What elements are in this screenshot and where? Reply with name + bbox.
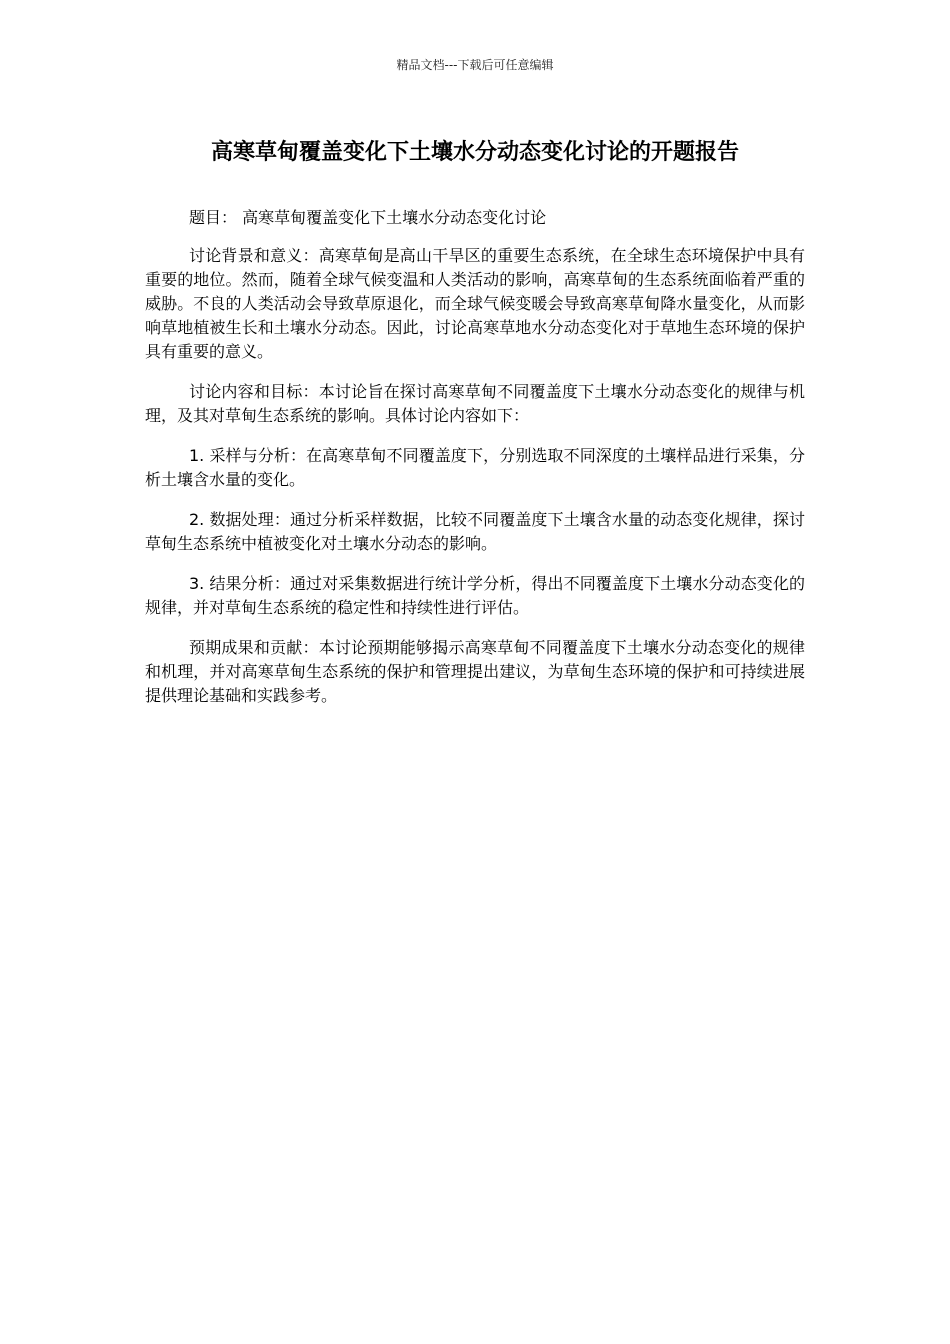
paragraph-item-result-analysis: 3. 结果分析：通过对采集数据进行统计学分析，得出不同覆盖度下土壤水分动态变化的规律，并对草甸生态系统的稳定性和持续性进行评估。 xyxy=(145,574,805,617)
paragraph-content-goals: 讨论内容和目标：本讨论旨在探讨高寒草甸不同覆盖度下土壤水分动态变化的规律与机理，及其对草甸生态系统的影响。具体讨论内容如下： xyxy=(145,382,805,425)
document-title: 高寒草甸覆盖变化下土壤水分动态变化讨论的开题报告 xyxy=(210,140,739,165)
document-body xyxy=(145,206,805,724)
paragraph-background: 讨论背景和意义：高寒草甸是高山干旱区的重要生态系统，在全球生态环境保护中具有重要的地位。然而，随着全球气候变温和人类活动的影响，高寒草甸的生态系统面临着严重的威胁。不良的人类活动会导致草原退化，而全球气候变暖会导致高寒草甸降水量变化，从而影响草地植被生长和土壤水分动态。因此，讨论高寒草地水分动态变化对于草地生态环境的保护具有重要的意义。 xyxy=(145,246,805,361)
paragraph-expected-outcomes: 预期成果和贡献：本讨论预期能够揭示高寒草甸不同覆盖度下土壤水分动态变化的规律和机理，并对高寒草甸生态系统的保护和管理提出建议，为草甸生态环境的保护和可持续进展提供理论基础和实践参考。 xyxy=(145,638,805,705)
page-header-note: 精品文档---下载后可任意编辑 xyxy=(396,58,554,72)
subject-line: 题目： 高寒草甸覆盖变化下土壤水分动态变化讨论 xyxy=(189,208,547,227)
paragraph-item-data-processing: 2. 数据处理：通过分析采样数据，比较不同覆盖度下土壤含水量的动态变化规律，探讨草甸生态系统中植被变化对土壤水分动态的影响。 xyxy=(145,510,805,553)
paragraph-item-sampling: 1. 采样与分析：在高寒草甸不同覆盖度下，分别选取不同深度的土壤样品进行采集，分析土壤含水量的变化。 xyxy=(145,446,805,489)
